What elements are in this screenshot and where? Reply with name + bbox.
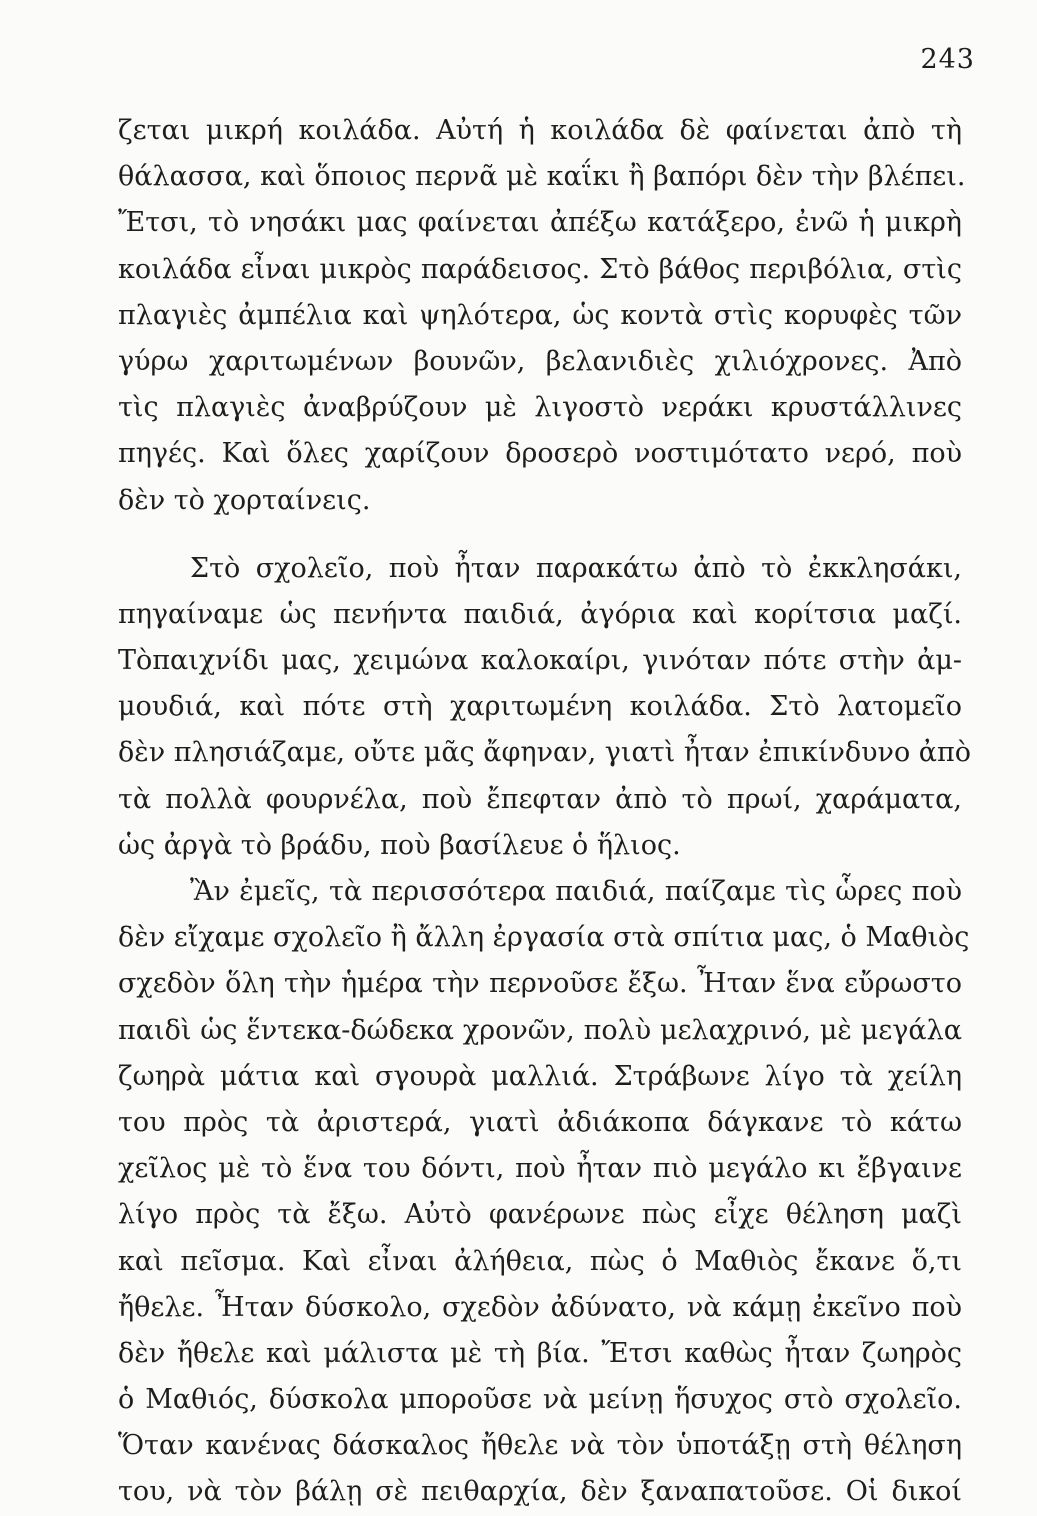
text-line: ἤθελε. Ἦταν δύσκολο, σχεδὸν ἀδύνατο, νὰ κάμῃ ἐκεῖνο ποὺ bbox=[118, 1291, 962, 1323]
text-line: σχεδὸν ὅλη τὴν ἡμέρα τὴν περνοῦσε ἔξω. Ἦταν ἕνα εὔρωστο bbox=[118, 968, 962, 1000]
text-line: γύρω χαριτωμένων βουνῶν, βελανιδιὲς χιλιόχρονες. Ἀπὸ bbox=[118, 345, 962, 377]
text-line: Ὅταν κανένας δάσκαλος ἤθελε νὰ τὸν ὑποτάξῃ στὴ θέληση bbox=[118, 1430, 962, 1462]
text-line: ὡς ἀργὰ τὸ βράδυ, ποὺ βασίλευε ὁ ἥλιος. bbox=[118, 829, 681, 861]
text-line: λίγο πρὸς τὰ ἔξω. Αὐτὸ φανέρωνε πὼς εἶχε θέληση μαζὶ bbox=[118, 1199, 962, 1231]
text-line: Ἂν ἐμεῖς, τὰ περισσότερα παιδιά, παίζαμε τὶς ὧρες ποὺ bbox=[190, 876, 962, 907]
page-number: 243 bbox=[920, 44, 975, 75]
text-line: κοιλάδα εἶναι μικρὸς παράδεισος. Στὸ βάθος περιβόλια, στὶς bbox=[118, 253, 962, 285]
paragraph-3 bbox=[118, 869, 970, 1516]
text-line: πλαγιὲς ἀμπέλια καὶ ψηλότερα, ὡς κοντὰ στὶς κορυφὲς τῶν bbox=[118, 299, 962, 331]
text-line: του πρὸς τὰ ἀριστερά, γιατὶ ἀδιάκοπα δάγκανε τὸ κάτω bbox=[118, 1106, 962, 1138]
text-line: ὁ Μαθιός, δύσκολα μποροῦσε νὰ μείνῃ ἥσυχος στὸ σχολεῖο. bbox=[118, 1384, 962, 1416]
text-line: δὲν εἴχαμε σχολεῖο ἢ ἄλλη ἐργασία στὰ σπίτια μας, ὁ Μαθιὸς bbox=[118, 922, 970, 954]
text-line: Ἔτσι, τὸ νησάκι μας φαίνεται ἀπέξω κατάξερο, ἐνῶ ἡ μικρὴ bbox=[118, 207, 962, 239]
paragraph-1 bbox=[118, 108, 966, 524]
text-line: ζωηρὰ μάτια καὶ σγουρὰ μαλλιά. Στράβωνε λίγο τὰ χείλη bbox=[118, 1060, 962, 1092]
text-line: μουδιά, καὶ πότε στὴ χαριτωμένη κοιλάδα. Στὸ λατομεῖο bbox=[118, 691, 962, 723]
text-line: Στὸ σχολεῖο, ποὺ ἦταν παρακάτω ἀπὸ τὸ ἐκκλησάκι, bbox=[190, 552, 962, 584]
text-line: καὶ πεῖσμα. Καὶ εἶναι ἀλήθεια, πὼς ὁ Μαθιὸς ἔκανε ὅ,τι bbox=[118, 1245, 962, 1277]
paragraph-2 bbox=[118, 546, 972, 869]
text-line: Τὸπαιχνίδι μας, χειμώνα καλοκαίρι, γινόταν πότε στὴν ἀμ- bbox=[118, 645, 962, 677]
text-line: δὲν τὸ χορταίνεις. bbox=[118, 484, 371, 516]
text-line: θάλασσα, καὶ ὅποιος περνᾶ μὲ καΐκι ἢ βαπόρι δὲν τὴν βλέπει. bbox=[118, 161, 966, 193]
text-line: πηγές. Καὶ ὅλες χαρίζουν δροσερὸ νοστιμότατο νερό, ποὺ bbox=[118, 438, 962, 470]
text-line: δὲν ἤθελε καὶ μάλιστα μὲ τὴ βία. Ἔτσι καθὼς ἦταν ζωηρὸς bbox=[118, 1337, 962, 1369]
text-line: πηγαίναμε ὡς πενήντα παιδιά, ἀγόρια καὶ κορίτσια μαζί. bbox=[118, 598, 962, 630]
text-line: του, νὰ τὸν βάλῃ σὲ πειθαρχία, δὲν ξαναπατοῦσε. Οἱ δικοί bbox=[118, 1476, 962, 1508]
text-body bbox=[118, 108, 972, 1516]
text-line: ζεται μικρή κοιλάδα. Αὐτή ἡ κοιλάδα δὲ φαίνεται ἀπὸ τὴ bbox=[118, 115, 962, 146]
text-line: τὰ πολλὰ φουρνέλα, ποὺ ἔπεφταν ἀπὸ τὸ πρωί, χαράματα, bbox=[118, 783, 962, 815]
text-line: παιδὶ ὡς ἕντεκα-δώδεκα χρονῶν, πολὺ μελαχρινό, μὲ μεγάλα bbox=[118, 1014, 962, 1046]
text-line: δὲν πλησιάζαμε, οὔτε μᾶς ἄφηναν, γιατὶ ἦταν ἐπικίνδυνο ἀπὸ bbox=[118, 737, 972, 769]
text-line: χεῖλος μὲ τὸ ἕνα του δόντι, ποὺ ἦταν πιὸ μεγάλο κι ἔβγαινε bbox=[118, 1153, 962, 1185]
paragraph-spacer bbox=[118, 524, 962, 546]
text-line: τὶς πλαγιὲς ἀναβρύζουν μὲ λιγοστὸ νεράκι κρυστάλλινες bbox=[118, 392, 962, 424]
